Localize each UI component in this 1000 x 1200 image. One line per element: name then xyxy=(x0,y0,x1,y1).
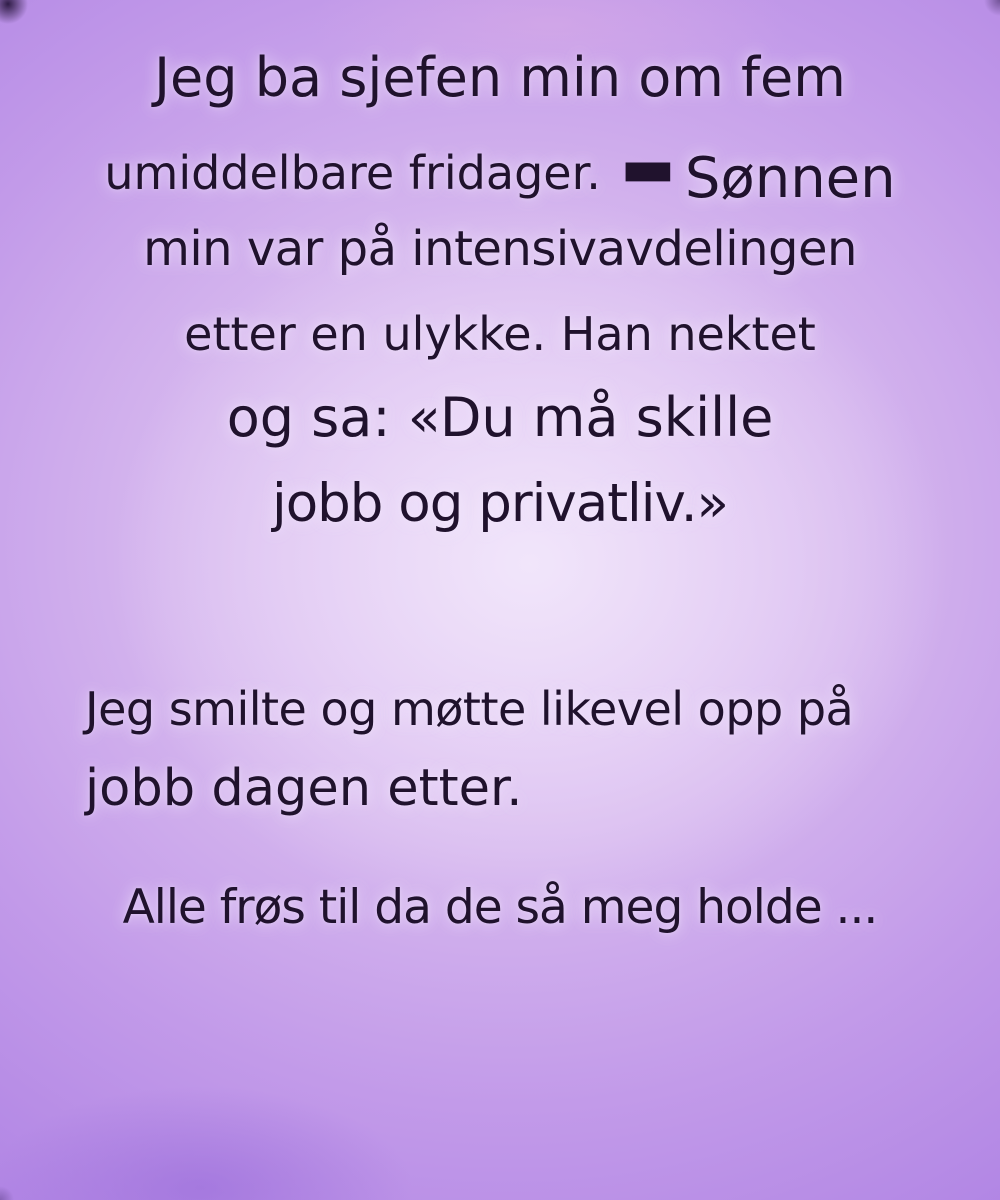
story-text: og sa: «Du må skille xyxy=(226,386,774,449)
story-line-3 xyxy=(0,221,1000,277)
story-line-6-quote-end xyxy=(0,473,1000,534)
attribution-word: Sønnen xyxy=(684,146,896,211)
story-text: Alle frøs til da de så meg holde ... xyxy=(122,880,878,935)
em-dash-icon: — xyxy=(622,75,673,249)
story-line-7 xyxy=(85,682,854,736)
story-line-1 xyxy=(0,46,1000,109)
story-line-9-cliffhanger xyxy=(0,880,1000,935)
story-line-4 xyxy=(0,307,1000,361)
story-line-8 xyxy=(85,759,523,818)
story-text: jobb dagen etter. xyxy=(85,759,523,818)
story-text: Jeg ba sjefen min om fem xyxy=(154,46,846,109)
story-text: Jeg smilte og møtte likevel opp på xyxy=(85,682,854,736)
story-line-5-quote-start xyxy=(0,386,1000,449)
story-text: min var på intensivavdelingen xyxy=(143,221,857,277)
story-text: etter en ulykke. Han nektet xyxy=(184,307,816,361)
story-text: jobb og privatliv.» xyxy=(272,473,728,534)
story-text: umiddelbare fridager. xyxy=(104,146,601,200)
